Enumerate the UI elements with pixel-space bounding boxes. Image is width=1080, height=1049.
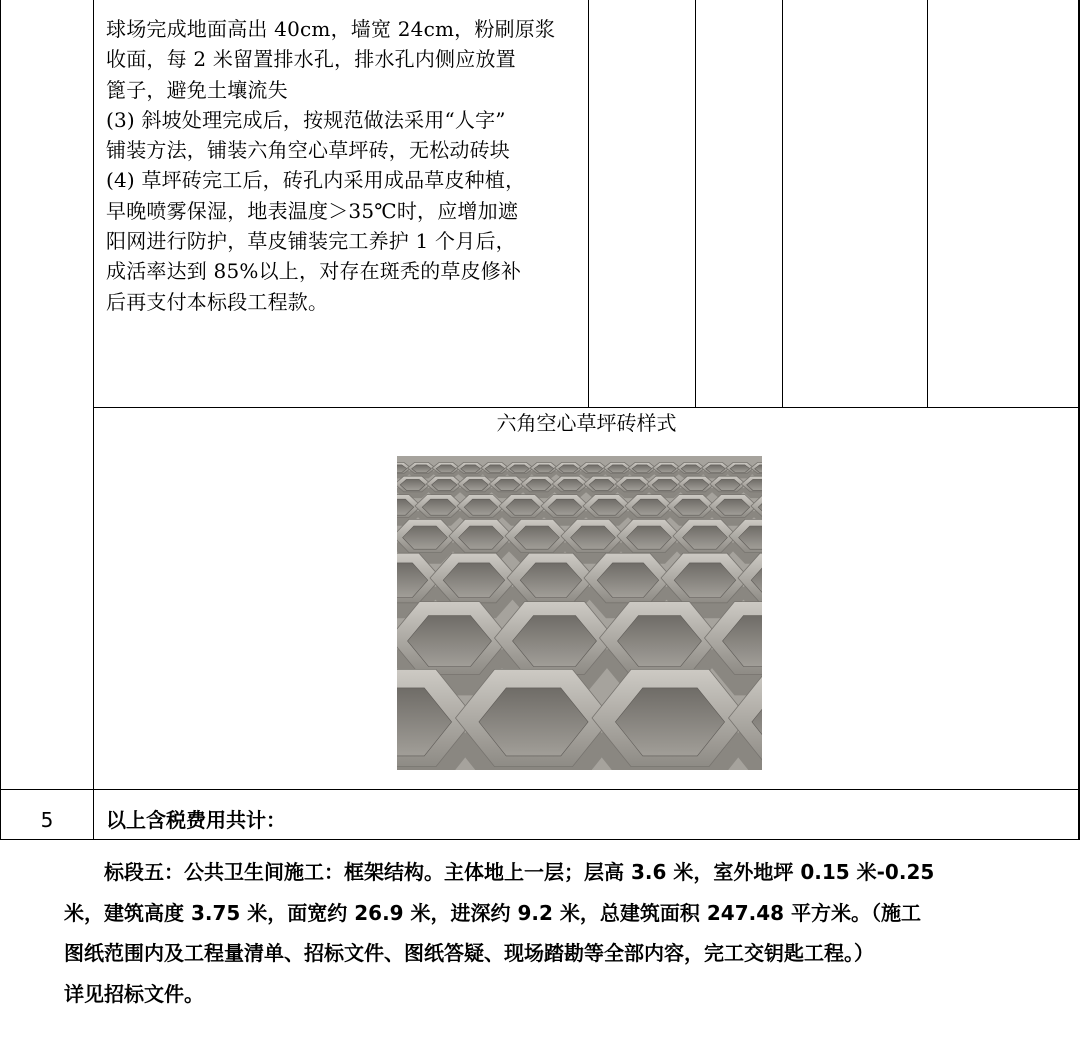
- row-number: 5: [40, 808, 54, 832]
- column-divider-spec: [588, 0, 589, 408]
- spec-line: (3) 斜坡处理完成后，按规范做法采用“人字”: [106, 107, 506, 132]
- column-divider-c3: [695, 0, 696, 408]
- paragraph-line: 米，建筑高度 3.75 米，面宽约 26.9 米，进深约 9.2 米，总建筑面积 247.48 平方米。（施工: [64, 900, 922, 925]
- spec-line: (4) 草坪砖完工后，砖孔内采用成品草皮种植，: [106, 168, 526, 193]
- paragraph-line: 标段五：公共卫生间施工：框架结构。主体地上一层；层高 3.6 米，室外地坪 0.15 米-0.25: [104, 860, 935, 884]
- spec-line: 阳网进行防护，草皮铺装完工养护 1 个月后，: [106, 229, 516, 254]
- image-caption: 六角空心草坪砖样式: [496, 411, 677, 435]
- spec-line: 后再支付本标段工程款。: [106, 289, 329, 314]
- spec-line: 早晚喷雾保湿，地表温度＞35℃时，应增加遮: [106, 198, 519, 223]
- paragraph-line: 图纸范围内及工程量清单、招标文件、图纸答疑、现场踏勘等全部内容，完工交钥匙工程。）: [64, 941, 874, 966]
- spec-line: 收面，每 2 米留置排水孔，排水孔内侧应放置: [106, 47, 516, 72]
- grass-brick-photo: [397, 456, 762, 770]
- spec-line: 球场完成地面高出 40cm，墙宽 24cm，粉刷原浆: [106, 17, 556, 41]
- spec-line: 成活率达到 85%以上，对存在斑秃的草皮修补: [106, 259, 522, 284]
- section-five-paragraph: [64, 852, 1034, 1015]
- spec-line: 铺装方法，铺装六角空心草坪砖，无松动砖块: [106, 138, 510, 163]
- total-cost-label: 以上含税费用共计：: [106, 808, 286, 832]
- table-border-left: [0, 0, 1, 840]
- paragraph-line: 详见招标文件。: [64, 982, 204, 1007]
- spec-line: 篦子，避免土壤流失: [106, 77, 288, 102]
- column-divider-c5: [927, 0, 928, 408]
- column-divider-c4: [782, 0, 783, 408]
- row-divider-total: [0, 789, 1080, 790]
- spec-text: [106, 14, 555, 317]
